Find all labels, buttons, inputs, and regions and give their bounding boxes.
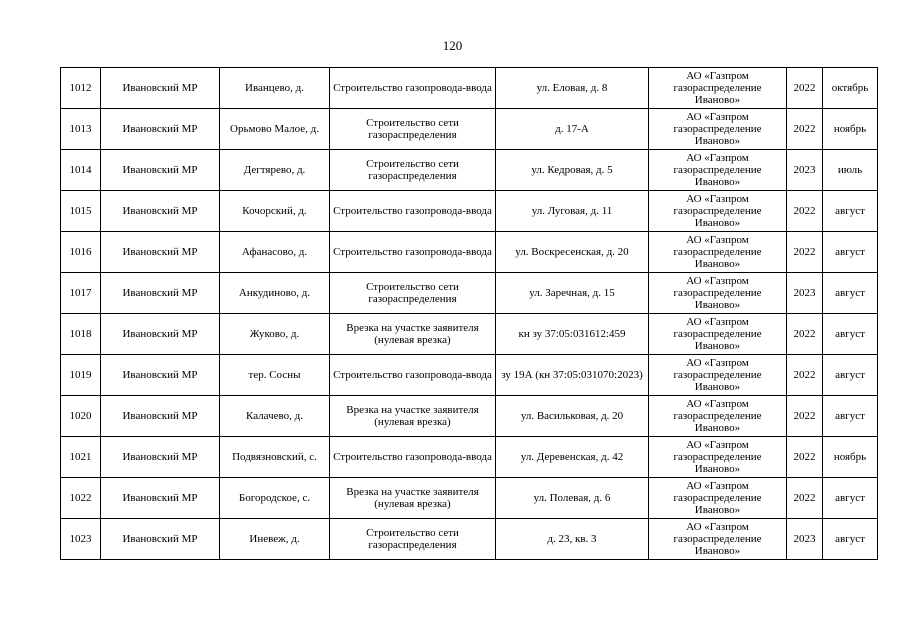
table-row: [61, 519, 878, 560]
year-cell: 2022: [787, 191, 823, 232]
work-type-cell: Строительство сети газораспределения: [330, 273, 496, 314]
row-number-cell: 1016: [61, 232, 101, 273]
table-row: [61, 355, 878, 396]
settlement-cell: Анкудиново, д.: [220, 273, 330, 314]
organization-cell: АО «Газпром газораспределение Иваново»: [649, 68, 787, 109]
address-cell: ул. Кедровая, д. 5: [496, 150, 649, 191]
address-cell: кн зу 37:05:031612:459: [496, 314, 649, 355]
gasification-table: [60, 67, 878, 560]
year-cell: 2022: [787, 109, 823, 150]
year-cell: 2022: [787, 68, 823, 109]
district-cell: Ивановский МР: [101, 314, 220, 355]
year-cell: 2022: [787, 437, 823, 478]
address-cell: ул. Воскресенская, д. 20: [496, 232, 649, 273]
work-type-cell: Строительство газопровода-ввода: [330, 68, 496, 109]
district-cell: Ивановский МР: [101, 191, 220, 232]
row-number-cell: 1014: [61, 150, 101, 191]
settlement-cell: Богородское, с.: [220, 478, 330, 519]
organization-cell: АО «Газпром газораспределение Иваново»: [649, 314, 787, 355]
work-type-cell: Врезка на участке заявителя (нулевая врезка): [330, 396, 496, 437]
row-number-cell: 1020: [61, 396, 101, 437]
district-cell: Ивановский МР: [101, 396, 220, 437]
organization-cell: АО «Газпром газораспределение Иваново»: [649, 519, 787, 560]
settlement-cell: Подвязновский, с.: [220, 437, 330, 478]
settlement-cell: Жуково, д.: [220, 314, 330, 355]
table-row: [61, 437, 878, 478]
table-body: [61, 68, 878, 560]
row-number-cell: 1017: [61, 273, 101, 314]
table-row: [61, 478, 878, 519]
month-cell: ноябрь: [823, 437, 878, 478]
table-row: [61, 109, 878, 150]
organization-cell: АО «Газпром газораспределение Иваново»: [649, 478, 787, 519]
organization-cell: АО «Газпром газораспределение Иваново»: [649, 191, 787, 232]
district-cell: Ивановский МР: [101, 437, 220, 478]
address-cell: ул. Луговая, д. 11: [496, 191, 649, 232]
district-cell: Ивановский МР: [101, 519, 220, 560]
table-row: [61, 232, 878, 273]
district-cell: Ивановский МР: [101, 68, 220, 109]
page-number: 120: [442, 38, 463, 53]
month-cell: июль: [823, 150, 878, 191]
year-cell: 2023: [787, 150, 823, 191]
address-cell: д. 17-А: [496, 109, 649, 150]
work-type-cell: Врезка на участке заявителя (нулевая врезка): [330, 478, 496, 519]
district-cell: Ивановский МР: [101, 355, 220, 396]
address-cell: ул. Деревенская, д. 42: [496, 437, 649, 478]
work-type-cell: Строительство газопровода-ввода: [330, 437, 496, 478]
row-number-cell: 1018: [61, 314, 101, 355]
month-cell: август: [823, 355, 878, 396]
row-number-cell: 1022: [61, 478, 101, 519]
month-cell: август: [823, 396, 878, 437]
row-number-cell: 1021: [61, 437, 101, 478]
address-cell: ул. Еловая, д. 8: [496, 68, 649, 109]
organization-cell: АО «Газпром газораспределение Иваново»: [649, 273, 787, 314]
row-number-cell: 1013: [61, 109, 101, 150]
settlement-cell: Дегтярево, д.: [220, 150, 330, 191]
month-cell: август: [823, 191, 878, 232]
year-cell: 2022: [787, 314, 823, 355]
district-cell: Ивановский МР: [101, 273, 220, 314]
row-number-cell: 1019: [61, 355, 101, 396]
address-cell: д. 23, кв. 3: [496, 519, 649, 560]
table-row: [61, 314, 878, 355]
month-cell: август: [823, 273, 878, 314]
year-cell: 2023: [787, 519, 823, 560]
work-type-cell: Строительство сети газораспределения: [330, 150, 496, 191]
work-type-cell: Строительство газопровода-ввода: [330, 191, 496, 232]
address-cell: ул. Васильковая, д. 20: [496, 396, 649, 437]
district-cell: Ивановский МР: [101, 150, 220, 191]
month-cell: август: [823, 478, 878, 519]
organization-cell: АО «Газпром газораспределение Иваново»: [649, 150, 787, 191]
row-number-cell: 1012: [61, 68, 101, 109]
settlement-cell: Кочорский, д.: [220, 191, 330, 232]
address-cell: ул. Заречная, д. 15: [496, 273, 649, 314]
district-cell: Ивановский МР: [101, 109, 220, 150]
year-cell: 2022: [787, 478, 823, 519]
organization-cell: АО «Газпром газораспределение Иваново»: [649, 355, 787, 396]
month-cell: ноябрь: [823, 109, 878, 150]
address-cell: ул. Полевая, д. 6: [496, 478, 649, 519]
month-cell: октябрь: [823, 68, 878, 109]
table-row: [61, 273, 878, 314]
table-row: [61, 396, 878, 437]
organization-cell: АО «Газпром газораспределение Иваново»: [649, 109, 787, 150]
work-type-cell: Строительство газопровода-ввода: [330, 232, 496, 273]
month-cell: август: [823, 232, 878, 273]
row-number-cell: 1015: [61, 191, 101, 232]
month-cell: август: [823, 519, 878, 560]
settlement-cell: Иванцево, д.: [220, 68, 330, 109]
table-row: [61, 150, 878, 191]
table-row: [61, 191, 878, 232]
address-cell: зу 19А (кн 37:05:031070:2023): [496, 355, 649, 396]
settlement-cell: Орьмово Малое, д.: [220, 109, 330, 150]
year-cell: 2022: [787, 396, 823, 437]
district-cell: Ивановский МР: [101, 478, 220, 519]
settlement-cell: Афанасово, д.: [220, 232, 330, 273]
work-type-cell: Врезка на участке заявителя (нулевая врезка): [330, 314, 496, 355]
year-cell: 2023: [787, 273, 823, 314]
organization-cell: АО «Газпром газораспределение Иваново»: [649, 396, 787, 437]
work-type-cell: Строительство сети газораспределения: [330, 109, 496, 150]
organization-cell: АО «Газпром газораспределение Иваново»: [649, 437, 787, 478]
work-type-cell: Строительство газопровода-ввода: [330, 355, 496, 396]
settlement-cell: Калачево, д.: [220, 396, 330, 437]
month-cell: август: [823, 314, 878, 355]
district-cell: Ивановский МР: [101, 232, 220, 273]
year-cell: 2022: [787, 355, 823, 396]
settlement-cell: тер. Сосны: [220, 355, 330, 396]
row-number-cell: 1023: [61, 519, 101, 560]
settlement-cell: Иневеж, д.: [220, 519, 330, 560]
organization-cell: АО «Газпром газораспределение Иваново»: [649, 232, 787, 273]
work-type-cell: Строительство сети газораспределения: [330, 519, 496, 560]
year-cell: 2022: [787, 232, 823, 273]
table-row: [61, 68, 878, 109]
